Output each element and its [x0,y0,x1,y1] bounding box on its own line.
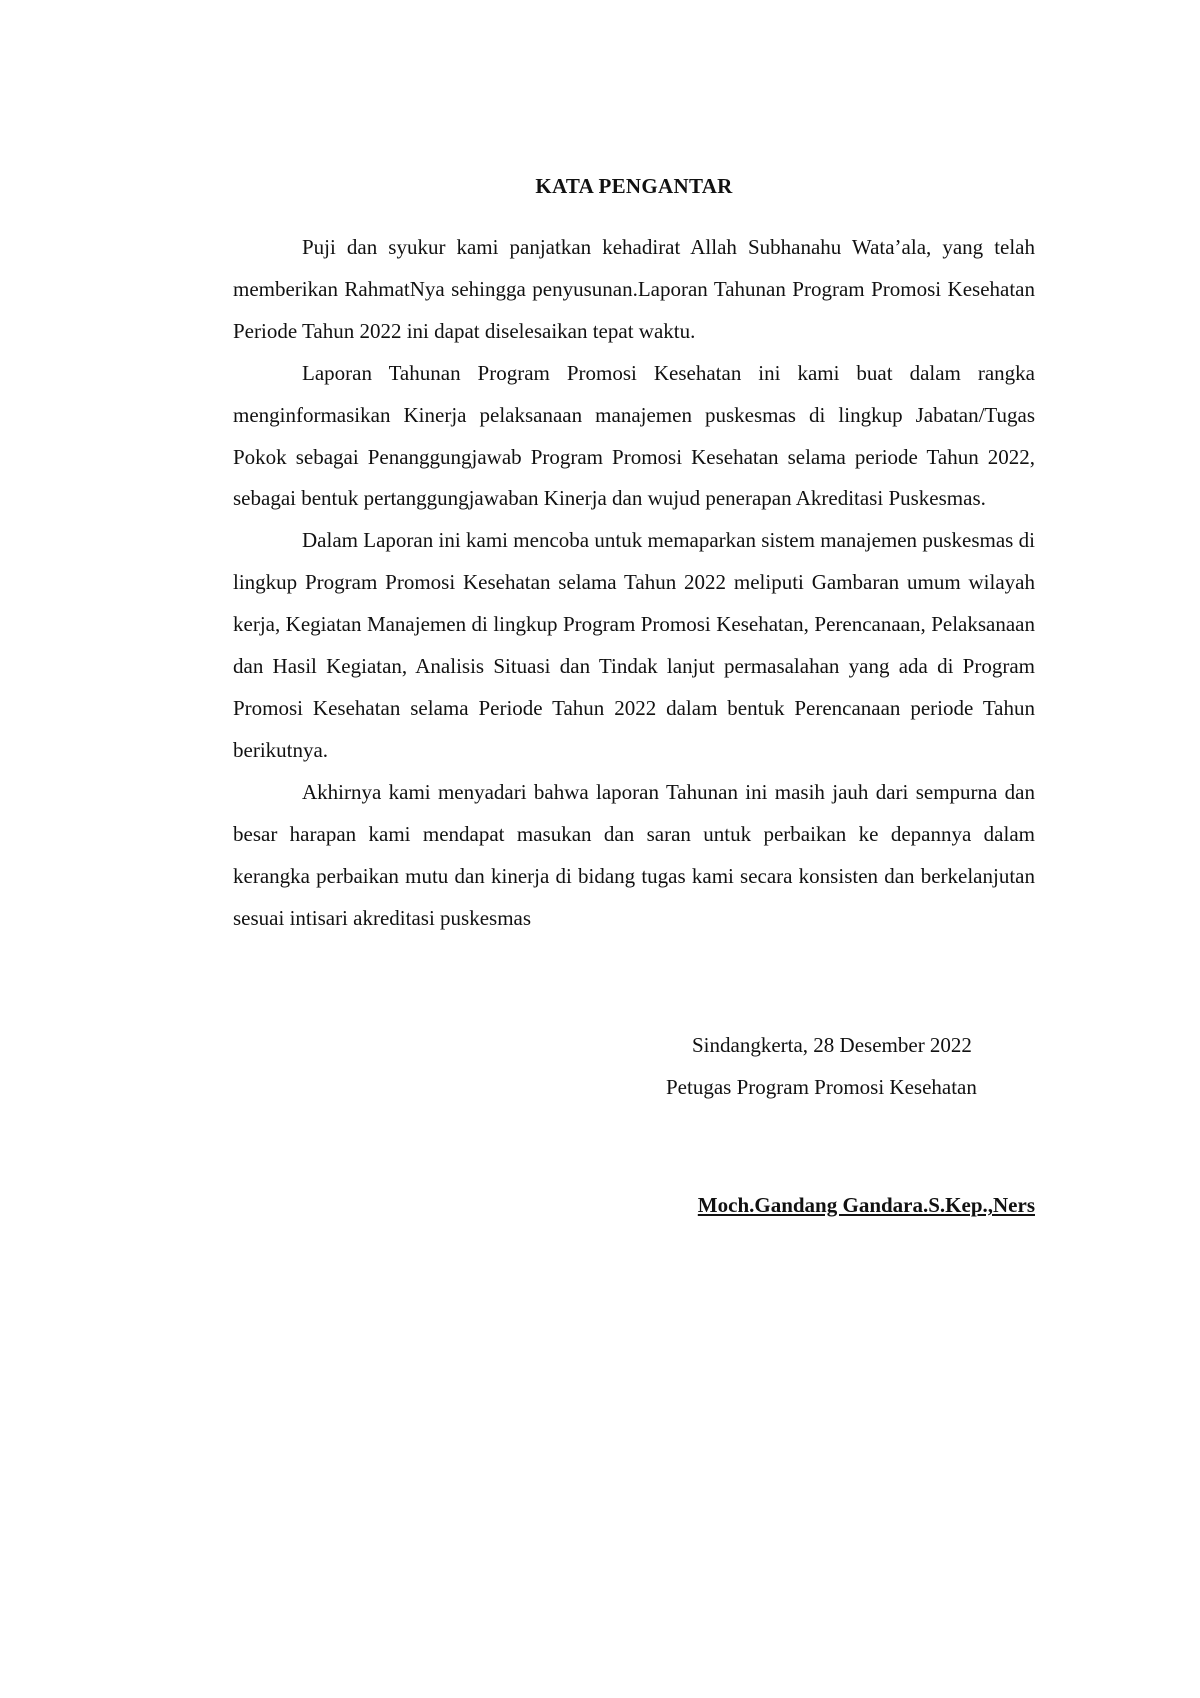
paragraph-3: Dalam Laporan ini kami mencoba untuk memaparkan sistem manajemen puskesmas di lingkup Program Promosi Kesehatan selama Tahun 2022 meliputi Gambaran umum wilayah kerja, Kegiatan Manajemen di lingkup Program Promosi Kesehatan, Perencanaan, Pelaksanaan dan Hasil Kegiatan, Analisis Situasi dan Tindak lanjut permasalahan yang ada di Program Promosi Kesehatan selama Periode Tahun 2022 dalam bentuk Perencanaan periode Tahun berikutnya. [233,528,1035,762]
paragraph-1: Puji dan syukur kami panjatkan kehadirat Allah Subhanahu Wata’ala, yang telah memberikan RahmatNya sehingga penyusunan.Laporan Tahunan Program Promosi Kesehatan Periode Tahun 2022 ini dapat diselesaikan tepat waktu. [233,235,1035,343]
paragraph-4: Akhirnya kami menyadari bahwa laporan Tahunan ini masih jauh dari sempurna dan besar harapan kami mendapat masukan dan saran untuk perbaikan ke depannya dalam kerangka perbaikan mutu dan kinerja di bidang tugas kami secara konsisten dan berkelanjutan sesuai intisari akreditasi puskesmas [233,779,1035,930]
page-title: KATA PENGANTAR [535,174,733,198]
signature-role: Petugas Program Promosi Kesehatan [666,1075,977,1099]
signatory-name: Moch.Gandang Gandara.S.Kep.,Ners [697,1193,1035,1217]
document-body [233,227,1035,939]
paragraph-2: Laporan Tahunan Program Promosi Kesehatan ini kami buat dalam rangka menginformasikan Kinerja pelaksanaan manajemen puskesmas di lingkup Jabatan/Tugas Pokok sebagai Penanggungjawab Program Promosi Kesehatan selama periode Tahun 2022, sebagai bentuk pertanggungjawaban Kinerja dan wujud penerapan Akreditasi Puskesmas. [233,360,1035,511]
signature-place-date: Sindangkerta, 28 Desember 2022 [692,1033,972,1057]
